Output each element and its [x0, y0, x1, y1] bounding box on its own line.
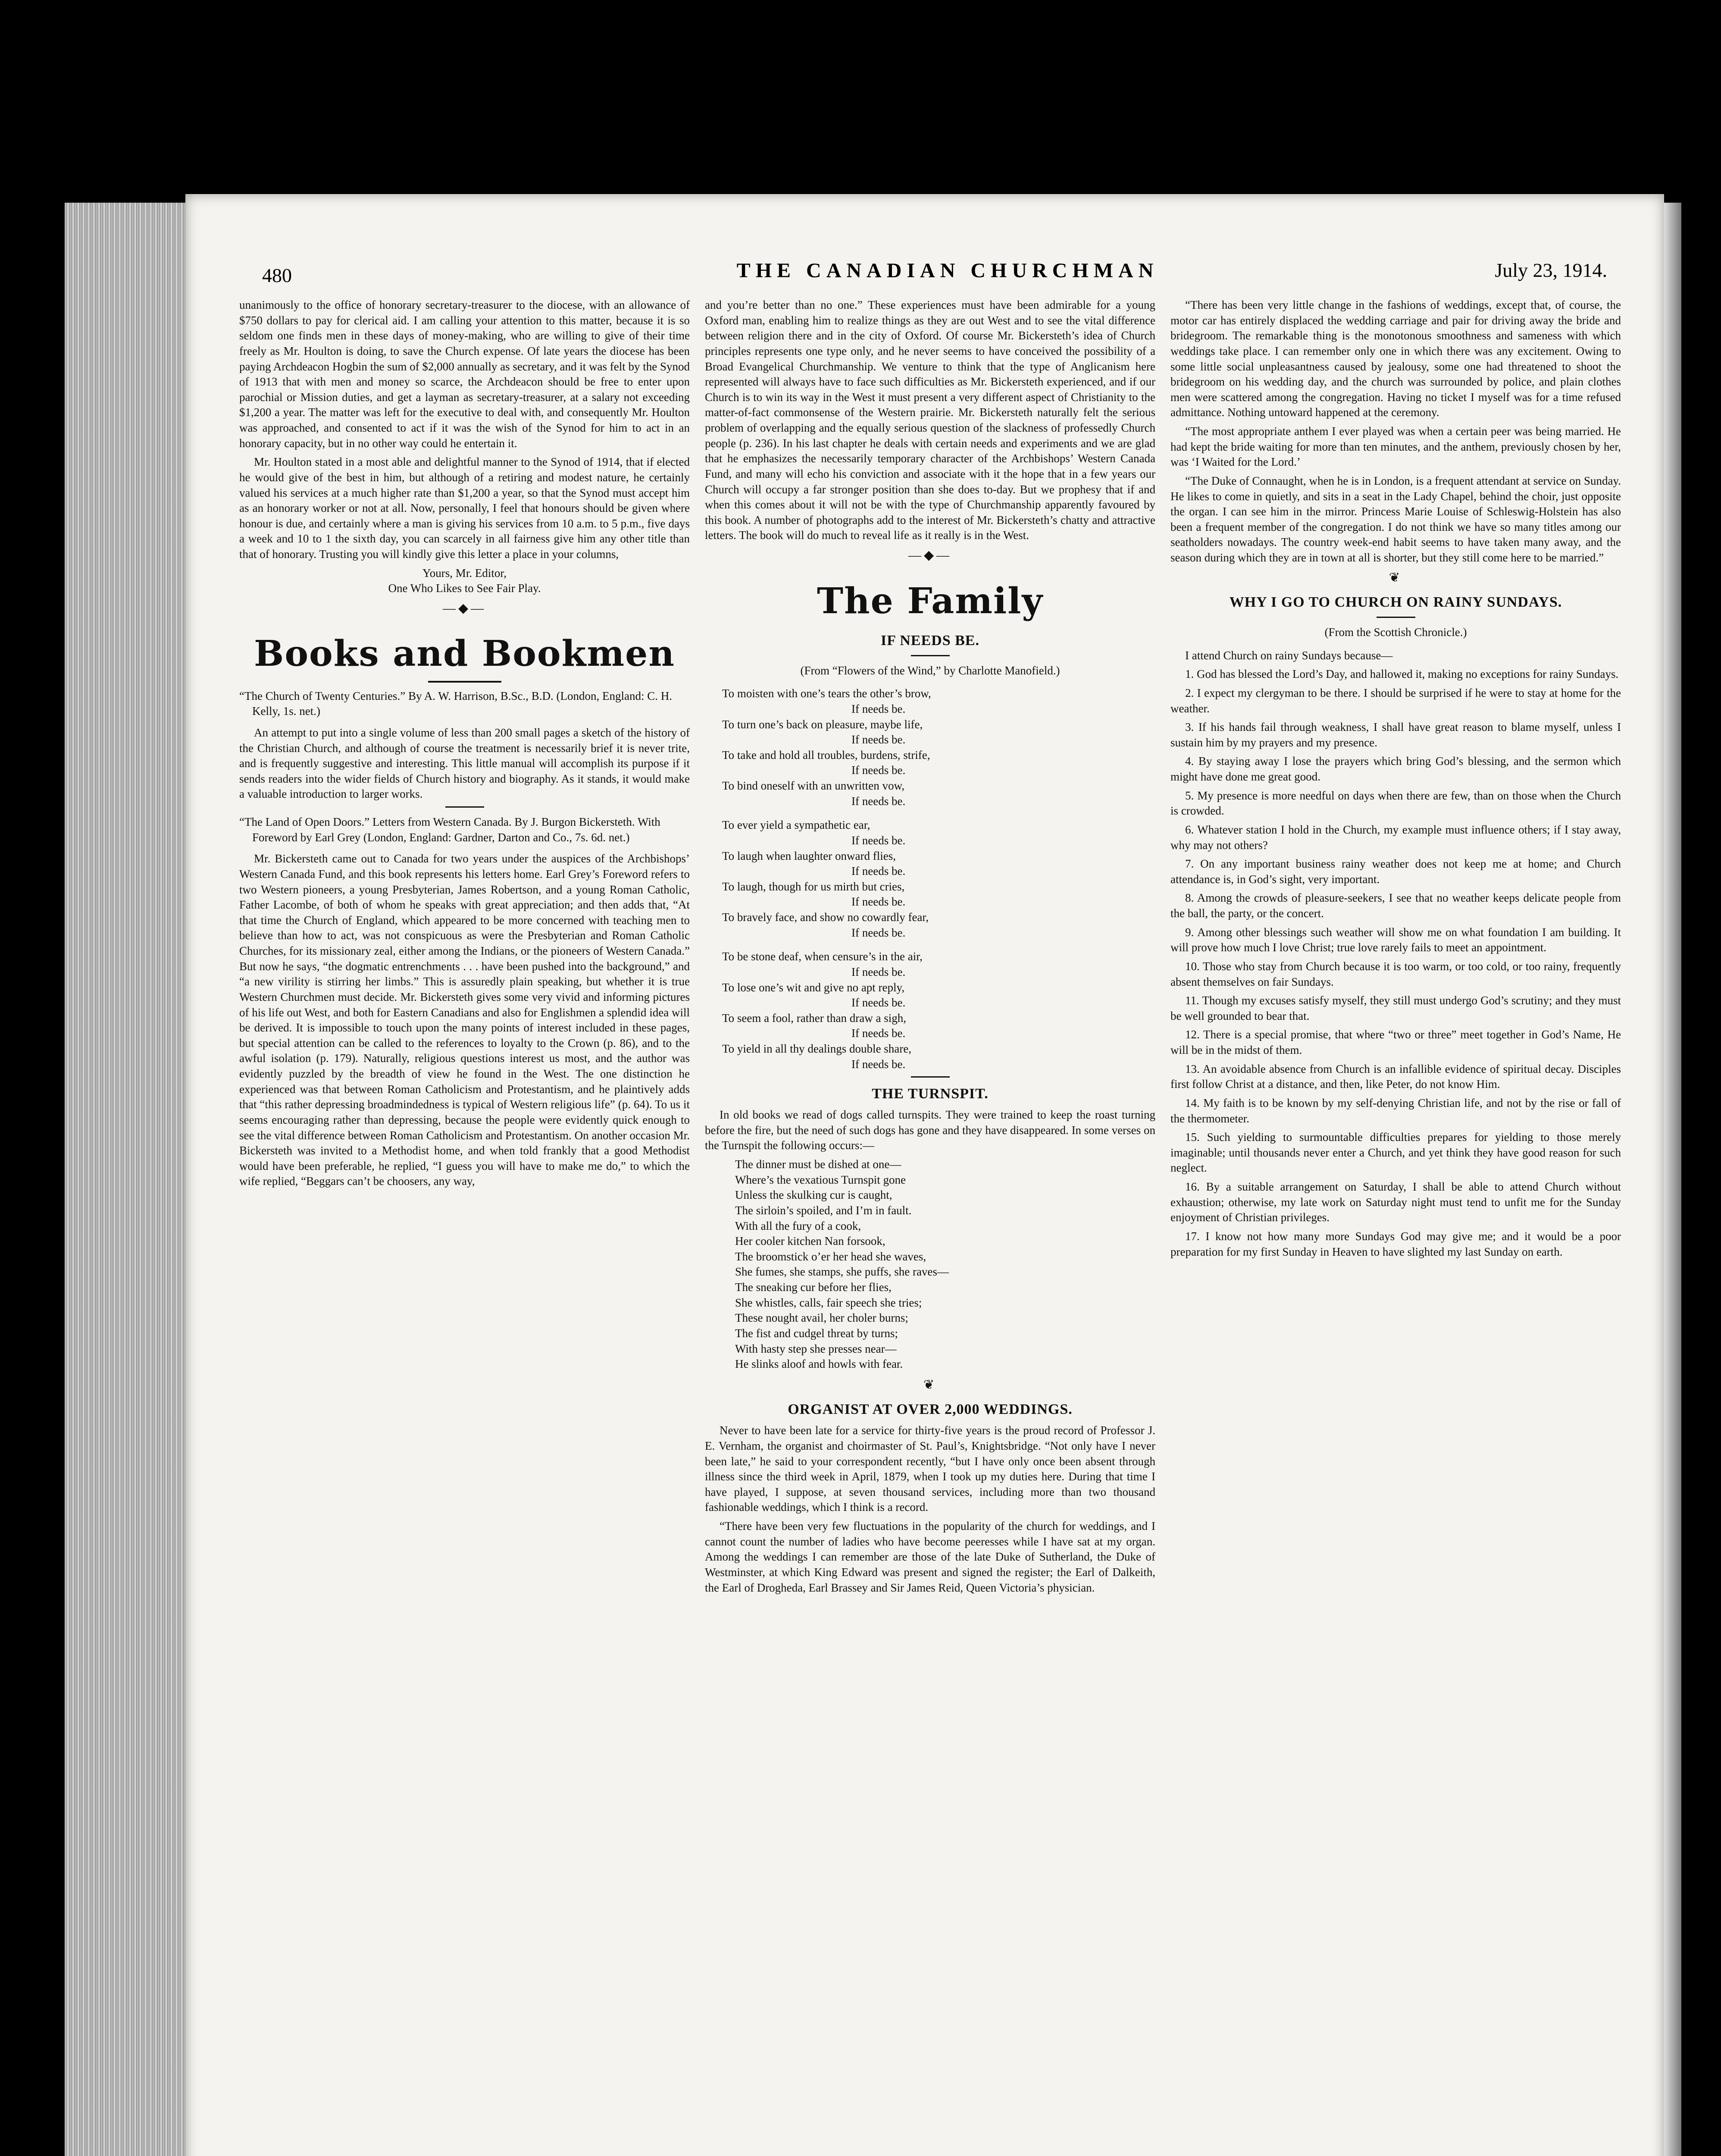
poem-refrain: If needs be.: [851, 794, 906, 808]
poem-line: To moisten with one’s tears the other’s brow,: [722, 687, 931, 700]
poem-if-needs-be: [705, 686, 1155, 1072]
verse-line: The sneaking cur before her flies,: [735, 1281, 892, 1294]
letter-paragraph: Mr. Houlton stated in a most able and delightful manner to the Synod of 1914, that if elected he would give of the best in him, but although of a retiring and modest nature, he certainly valued his services at a much higher rate than $1,200 a year, so that the Synod must accept him as an honorary worker or not at all. Now, personally, I feel that honours should be given where honour is due, and certainly where a man is giving his services from 10 a.m. to 5 p.m., five days a week and 10 to 1 the sixth day, you can scarcely in all fairness give him any other title than that of honorary. Trusting you will kindly give this letter a place in your columns,: [239, 455, 690, 561]
poem-line: To ever yield a sympathetic ear,: [722, 818, 870, 832]
rainy-reason: 5. My presence is more needful on days when there are few, than on those when the Church is crowded.: [1170, 789, 1621, 818]
poem-line: To laugh when laughter onward flies,: [722, 849, 896, 862]
divider-rule: [911, 655, 950, 656]
masthead-title: THE CANADIAN CHURCHMAN: [736, 259, 1159, 282]
column-2: [705, 298, 1155, 1599]
poem-line: To bind oneself with an unwritten vow,: [722, 779, 905, 793]
rainy-reason: 14. My faith is to be known by my self-denying Christian life, and not by the rise or fall of the thermometer.: [1170, 1096, 1621, 1125]
verse-line: These nought avail, her choler burns;: [735, 1311, 908, 1325]
verse-line: With all the fury of a cook,: [735, 1219, 861, 1232]
verse-line: Her cooler kitchen Nan forsook,: [735, 1235, 886, 1248]
poem-refrain: If needs be.: [851, 1057, 906, 1071]
poem-refrain: If needs be.: [851, 926, 906, 939]
poem-line: To be stone deaf, when censure’s in the air,: [722, 950, 923, 963]
letter-paragraph: unanimously to the office of honorary secretary-treasurer to the diocese, with an allowance of $750 dollars to pay for clerical aid. I am calling your attention to this matter, because it is so seldom one finds men in these days of money-making, who are willing to give of their time freely as Mr. Houlton is doing, to save the Church expense. Of late years the diocese has been paying Archdeacon Hogbin the sum of $2,000 annually as secretary, and it was felt by the Synod of 1913 that with men and money so scarce, the Archdeacon should be free to enter upon parochial or Mission duties, and get a layman as secretary-treasurer, at a salary not exceeding $1,200 a year. The matter was left for the executive to deal with, and consequently Mr. Houlton was approached, and consented to act if it was the wish of the Synod for him to act in an honorary capacity, but in no other way could he entertain it.: [239, 298, 690, 450]
verse-line: The broomstick o’er her head she waves,: [735, 1250, 926, 1263]
issue-date: July 23, 1914.: [1495, 259, 1607, 281]
page-right-edge: [1664, 203, 1681, 2156]
organist-paragraph: “The most appropriate anthem I ever played was when a certain peer was being married. He had kept the bride waiting for more than ten minutes, and the anthem, previously chosen by her, was ‘I Waited for the Lord.’: [1170, 425, 1621, 469]
verse-line: He slinks aloof and howls with fear.: [735, 1357, 903, 1371]
ornament-divider: —◆—: [908, 548, 952, 562]
verse-line: Where’s the vexatious Turnspit gone: [735, 1173, 906, 1186]
rainy-reason: 15. Such yielding to surmountable difficulties prepares for yielding to those merely imaginable; until thousands never enter a Church, and yet think they have good reason for such neglect.: [1170, 1131, 1621, 1175]
divider-rule: [1377, 617, 1415, 618]
verse-line: The sirloin’s spoiled, and I’m in fault.: [735, 1203, 912, 1217]
book-title: “The Land of Open Doors.” Letters from Western Canada. By J. Burgon Bickersteth. With Foreword by Earl Grey (London, England: Gardner, Darton and Co., 7s. 6d. net.): [239, 815, 660, 844]
verse-line: The dinner must be dished at one—: [735, 1158, 901, 1171]
poem-refrain: If needs be.: [851, 895, 906, 909]
book-review-continued: and you’re better than no one.” These experiences must have been admirable for a young Oxford man, enabling him to realize things as they are out West and to see the vital difference between religion there and in the city of Oxford. Of course Mr. Bickersteth’s idea of Church principles represents one type only, and he never seems to have conceived the possibility of a Broad Evangelical Churchmanship. We venture to think that the type of Anglicanism here represented will always have to face such difficulties as Mr. Bickersteth experienced, and if our Church is to win its way in the West it must present a very different aspect of Christianity to the matter-of-fact commonsense of the Western prairie. Mr. Bickersteth naturally felt the serious problem of overlapping and the equally serious question of the slackness of professedly Church people (p. 236). In his last chapter he deals with certain needs and experiments and we are glad that he emphasizes the necessarily temporary character of the Archbishops’ Western Canada Fund, and many will echo his conviction and associate with it the hope that in a few years our Church will occupy a far stronger position than she does to-day. But we prophesy that if and when this comes about it will not be with the type of Churchmanship apparently favoured by this book. A number of photographs add to the interest of Mr. Bickersteth’s chatty and attractive letters. The book will do much to reveal life as it really is in the West.: [705, 298, 1155, 542]
rainy-sundays-title: WHY I GO TO CHURCH ON RAINY SUNDAYS.: [1229, 594, 1562, 611]
poem-refrain: If needs be.: [851, 733, 906, 746]
fleuron-divider: ❦: [1389, 570, 1403, 585]
rainy-reason: 13. An avoidable absence from Church is an infallible evidence of spiritual decay. Disciples first follow Christ at a distance, and then, like Peter, do not know Him.: [1170, 1062, 1621, 1091]
turnspit-verse: [705, 1157, 1155, 1372]
rainy-sundays-credit: (From the Scottish Chronicle.): [1324, 626, 1467, 639]
poem-refrain: If needs be.: [851, 996, 906, 1009]
page-number: 480: [262, 264, 292, 286]
verse-line: The fist and cudgel threat by turns;: [735, 1326, 898, 1340]
letter-signature: [239, 566, 690, 596]
rainy-reason: 9. Among other blessings such weather will show me on what foundation I am building. It will prove how much I love Christ; true love rarely fails to meet an appointment.: [1170, 925, 1621, 954]
organist-paragraph: Never to have been late for a service for thirty-five years is the proud record of Professor J. E. Vernham, the organist and choirmaster of St. Paul’s, Knightsbridge. “Not only have I never been late,” he said to your correspondent recently, “but I have only once been absent through illness since the third week in April, 1879, when I took up my duties here. During that time I have played, I suppose, at seven thousand services, including more than two thousand fashionable weddings, which I think is a record.: [705, 1424, 1155, 1514]
rainy-reason: 16. By a suitable arrangement on Saturday, I shall be able to attend Church without exhaustion; otherwise, my late work on Saturday night must tend to unfit me for the Sunday enjoyment of Christian privileges.: [1170, 1180, 1621, 1224]
rainy-reason: 3. If his hands fail through weakness, I shall have great reason to blame myself, unless I sustain him by my prayers and my presence.: [1170, 721, 1621, 749]
book-review: Mr. Bickersteth came out to Canada for two years under the auspices of the Archbishops’ Western Canada Fund, and this book represents his letters home. Earl Grey’s Foreword refers to two Western pioneers, a young Presbyterian, James Robertson, and a young Roman Catholic, Father Lacombe, of both of whom he speaks with great appreciation; and then adds that, “At that time the Church of England, which appeared to be more concerned with teaching men to believe than how to act, was not conspicuous as were the Presbyterian and Roman Catholic Churches, for its missionary zeal, either among the Indians, or the pioneers of Western Canada.” But now he says, “the dogmatic entrenchments . . . have been pushed into the background,” and “a new virility is stirring her limbs.” This is assuredly plain speaking, but whether it is true Western Churchmen must decide. Mr. Bickersteth gives some very vivid and informing pictures of his life out West, and both for Eastern Canadians and also for Englishmen a splendid idea will be derived. It is impossible to touch upon the many points of interest included in these pages, but special attention can be called to the references to loyalty to the Crown (p. 86), and to the awful isolation (p. 179). Naturally, religious questions interest us most, and the author was evidently puzzled by the breadth of view he found in the West. The one distinction he experienced was that between Roman Catholicism and Protestantism, and he plaintively adds that “this rather depressing broadmindedness is typical of Western religious life” (p. 64). To us it seems encouraging rather than depressing, because the people were evidently quick enough to see the vital difference between Roman Catholicism and Protestantism. On another occasion Mr. Bickersteth was invited to a Methodist home, and when told frankly that a good Methodist would have been preferable, he replied, “I guess you will have to make me do,” to which the wife replied, “Beggars can’t be choosers, any way,: [239, 852, 690, 1188]
section-heading-books: Books and Bookmen: [254, 633, 675, 675]
organist-paragraph: “There has been very little change in the fashions of weddings, except that, of course, the motor car has entirely displaced the wedding carriage and pair for driving away the bride and bridegroom. The remarkable thing is the monotonous smoothness and sameness with which weddings take place. I can remember only one in which there was any excitement. Owing to some little social unpleasantness caused by jealousy, some one had threatened to shoot the bridegroom on his wedding day, and the church was surrounded by police, and plain clothes men were scattered among the congregation. Having no ticket I myself was for a time refused admittance. Nothing untoward happened at the ceremony.: [1170, 298, 1621, 419]
letter-author: One Who Likes to See Fair Play.: [388, 582, 541, 595]
page-header: [262, 259, 1633, 293]
poem-refrain: If needs be.: [851, 834, 906, 847]
poem-line: To take and hold all troubles, burdens, strife,: [722, 748, 930, 761]
rainy-reason: 4. By staying away I lose the prayers which bring God’s blessing, and the sermon which might have done me great good.: [1170, 755, 1621, 783]
rainy-reason: 6. Whatever station I hold in the Church, my example must influence others; if I stay away, why may not others?: [1170, 823, 1621, 852]
organist-title: ORGANIST AT OVER 2,000 WEDDINGS.: [788, 1401, 1073, 1418]
book-title: “The Church of Twenty Centuries.” By A. W. Harrison, B.Sc., B.D. (London, England: C. H. Kelly, 1s. net.): [239, 689, 672, 718]
verse-line: She whistles, calls, fair speech she tries;: [735, 1296, 922, 1309]
rainy-reason: 17. I know not how many more Sundays God may give me; and it would be a poor preparation for my first Sunday in Heaven to have slighted my last Sunday on earth.: [1170, 1229, 1621, 1258]
rainy-reason: 8. Among the crowds of pleasure-seekers, I see that no weather keeps delicate people from the ball, the party, or the concert.: [1170, 891, 1621, 920]
rainy-reason: 7. On any important business rainy weather does not keep me at home; and Church attendance is, in God’s sight, very important.: [1170, 857, 1621, 886]
verse-line: With hasty step she presses near—: [735, 1342, 897, 1355]
poem-title: IF NEEDS BE.: [881, 632, 979, 649]
divider-rule: [911, 1076, 950, 1078]
column-3: [1170, 298, 1621, 1263]
letter-signoff: Yours, Mr. Editor,: [422, 566, 507, 580]
poem-line: To yield in all thy dealings double share,: [722, 1042, 912, 1056]
poem-credit: (From “Flowers of the Wind,” by Charlotte Manofield.): [800, 664, 1060, 677]
poem-line: To seem a fool, rather than draw a sigh,: [722, 1011, 906, 1025]
verse-gap: [722, 809, 1155, 818]
poem-refrain: If needs be.: [851, 702, 906, 715]
rainy-reason: 10. Those who stay from Church because it is too warm, or too cold, or too rainy, frequently absent themselves on fair Sundays.: [1170, 959, 1621, 988]
verse-gap: [722, 940, 1155, 949]
divider-rule: [445, 806, 484, 808]
poem-line: To bravely face, and show no cowardly fear,: [722, 911, 929, 924]
turnspit-intro: In old books we read of dogs called turnspits. They were trained to keep the roast turning before the fire, but the need of such dogs has gone and they have disappeared. In some verses on the Turnspit the following occurs:—: [705, 1108, 1155, 1152]
organist-paragraph: “There have been very few fluctuations in the popularity of the church for weddings, and I cannot count the number of ladies who have become peeresses while I have sat at my organ. Among the weddings I can remember are those of the late Duke of Sutherland, the Duke of Westminster, at which King Edward was present and signed the register; the Earl of Dalkeith, the Earl of Drogheda, Earl Brassey and Sir James Reid, Queen Victoria’s physician.: [705, 1520, 1155, 1594]
section-heading-family: The Family: [817, 580, 1043, 622]
poem-line: To turn one’s back on pleasure, maybe life,: [722, 718, 923, 731]
poem-refrain: If needs be.: [851, 965, 906, 978]
poem-refrain: If needs be.: [851, 764, 906, 777]
verse-line: She fumes, she stamps, she puffs, she raves—: [735, 1265, 949, 1279]
rainy-reason: 11. Though my excuses satisfy myself, they still must undergo God’s scrutiny; and they must be well grounded to bear that.: [1170, 994, 1621, 1022]
verse-line: Unless the skulking cur is caught,: [735, 1188, 892, 1202]
poem-refrain: If needs be.: [851, 1027, 906, 1040]
heading-rule: [428, 681, 501, 683]
book-review: An attempt to put into a single volume of less than 200 small pages a sketch of the history of the Christian Church, and although of course the treatment is necessarily brief it is never trite, and is frequently suggestive and interesting. This little manual will accomplish its purpose if it sends readers into the wider fields of Church history and biography. As it stands, it would make a valuable introduction to larger works.: [239, 726, 690, 801]
column-1: [239, 298, 690, 1193]
poem-refrain: If needs be.: [851, 865, 906, 878]
turnspit-title: THE TURNSPIT.: [872, 1086, 989, 1102]
rainy-reason: 2. I expect my clergyman to be there. I should be surprised if he were to stay at home for the weather.: [1170, 686, 1621, 715]
rainy-reason: 12. There is a special promise, that where “two or three” meet together in God’s Name, He will be in the midst of them.: [1170, 1028, 1621, 1057]
poem-line: To lose one’s wit and give no apt reply,: [722, 981, 905, 994]
fleuron-divider: ❦: [923, 1377, 937, 1392]
poem-line: To laugh, though for us mirth but cries,: [722, 880, 905, 893]
rainy-sundays-intro: I attend Church on rainy Sundays because—: [1185, 649, 1393, 662]
newspaper-page: [185, 194, 1664, 2156]
bound-page-edges: [65, 203, 194, 2156]
rainy-reason: 1. God has blessed the Lord’s Day, and hallowed it, making no exceptions for rainy Sundays.: [1185, 667, 1619, 681]
organist-paragraph: “The Duke of Connaught, when he is in London, is a frequent attendant at service on Sunday. He likes to come in quietly, and sits in a seat in the Lady Chapel, behind the choir, just opposite the organ. I can see him in the mirror. Princess Marie Louise of Schleswig-Holstein has also been a frequent member of the congregation. I do not think we have so many titles among our seatholders nowadays. The country week-end habit seems to have taken many away, and the season during which they are in town at all is shorter, but they still come here to be married.”: [1170, 474, 1621, 564]
ornament-divider: —◆—: [442, 601, 487, 615]
